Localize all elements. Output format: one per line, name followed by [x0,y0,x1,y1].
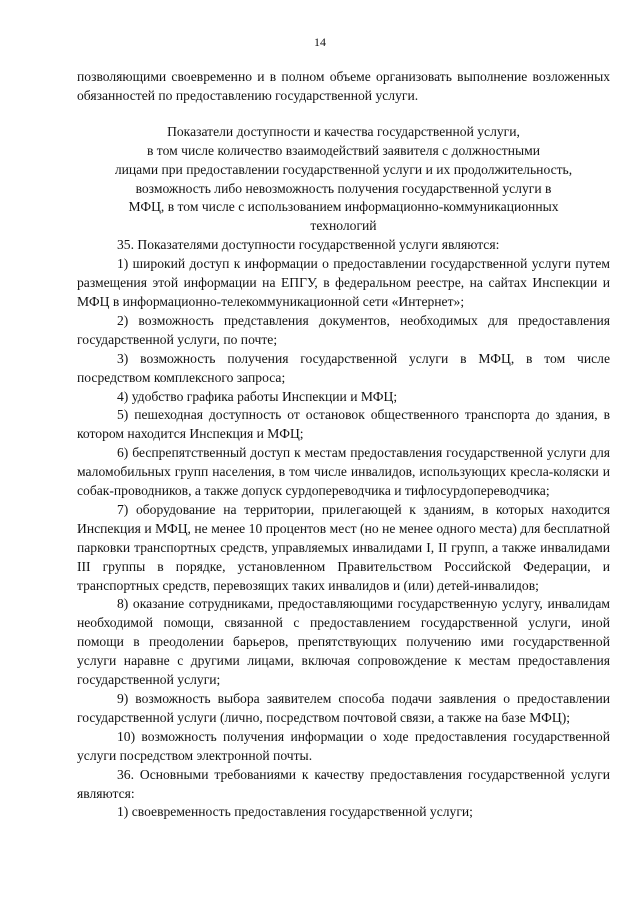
list-item-10: 10) возможность получения информации о ходе предоставления государственной услуги посредством электронной почты. [77,728,610,763]
list-item-7: 7) оборудование на территории, прилегающей к зданиям, в которых находится Инспекция и МФЦ, не менее 10 процентов мест (но не менее одного места) для бесплатной парковки транспортных средств, управляемых инвалидами I, II групп, а также инвалидами III группы в порядке, установленном Правительством Российской Федерации, и транспортных средств, перевозящих таких инвалидов и (или) детей-инвалидов; [77,501,610,593]
list-item-3: 3) возможность получения государственной услуги в МФЦ, в том числе посредством комплексного запроса; [77,350,610,385]
list-item-9: 9) возможность выбора заявителем способа подачи заявления о предоставлении государственной услуги (лично, посредством почтовой связи, а также на базе МФЦ); [77,691,610,725]
heading-line: технологий [310,218,377,234]
list-item-6: 6) беспрепятственный доступ к местам предоставления государственной услуги для маломобильных групп населения, в том числе инвалидов, использующих кресла-коляски и собак-проводников, а также допуск сурдопереводчика и тифлосурдопереводчика; [77,445,610,499]
heading-line: в том числе количество взаимодействий заявителя с должностными [146,142,540,158]
section-heading [77,123,610,236]
heading-line: возможность либо невозможность получения государственной услуги в [135,180,552,196]
list-item-1: 1) широкий доступ к информации о предоставлении государственной услуги путем размещения этой информации на ЕПГУ, в федеральном реестре, на сайтах Инспекции и МФЦ в информационно-телекоммуникационной сети «Интернет»; [77,256,610,309]
list-item-8: 8) оказание сотрудниками, предоставляющими государственную услугу, инвалидам необходимой помощи, связанной с предоставлением государственной услуги, иной помощи в преодолении барьеров, препятствующих получению ими государственной услуги наравне с другими лицами, включая сопровождение к местам предоставления государственной услуги; [77,596,610,688]
heading-line: Показатели доступности и качества государственной услуги, [167,123,520,139]
page-number: 14 [314,35,326,49]
list-item-5: 5) пешеходная доступность от остановок общественного транспорта до здания, в котором находится Инспекция и МФЦ; [77,407,610,442]
page-content [77,68,610,822]
heading-line: МФЦ, в том числе с использованием информационно-коммуникационных [128,199,559,215]
paragraph-36: 36. Основными требованиями к качеству предоставления государственной услуги являются: [77,766,610,801]
list-item-2: 2) возможность представления документов, необходимых для предоставления государственной услуги, по почте; [77,312,610,347]
paragraph-35: 35. Показателями доступности государственной услуги являются: [117,237,500,253]
list-item-4: 4) удобство графика работы Инспекции и МФЦ; [117,388,398,404]
heading-line: лицами при предоставлении государственной услуги и их продолжительность, [114,161,573,177]
list-item-36-1: 1) своевременность предоставления государственной услуги; [117,804,473,820]
intro-paragraph: позволяющими своевременно и в полном объеме организовать выполнение возложенных обязанностей по предоставлению государственной услуги. [77,69,610,103]
